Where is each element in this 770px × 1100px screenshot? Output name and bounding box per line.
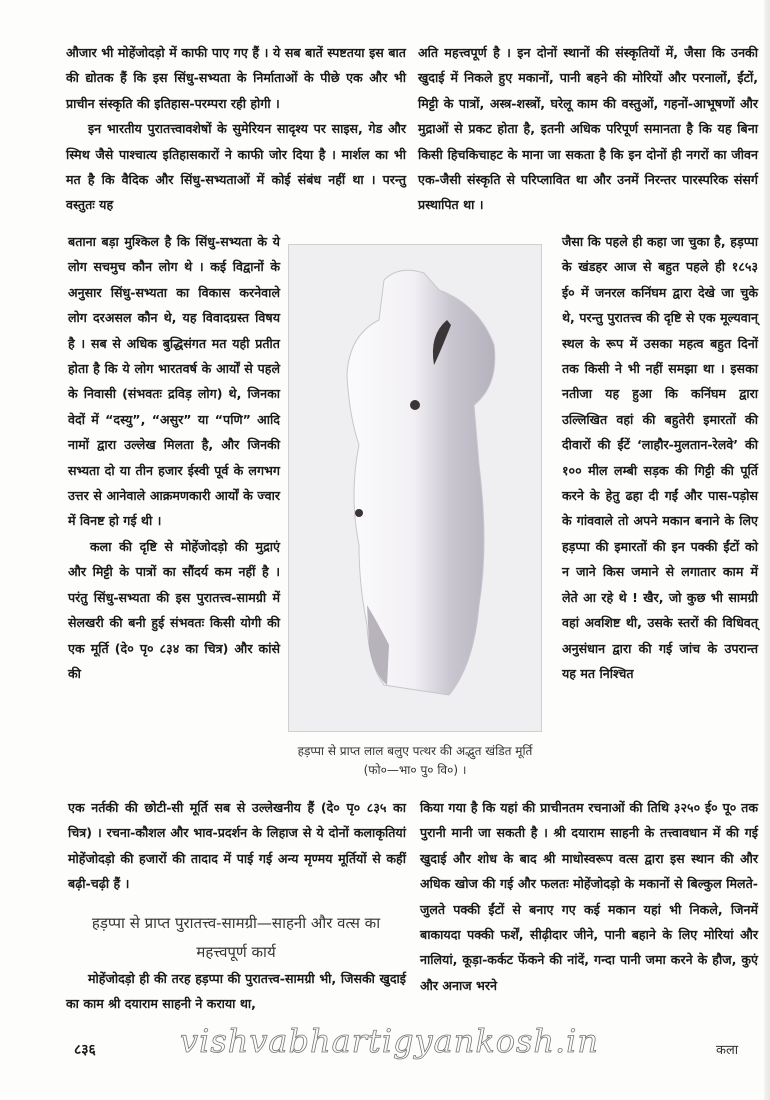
watermark: vishvabhartigyankosh.in xyxy=(180,1022,600,1060)
left-column-top xyxy=(66,40,406,218)
right-column-middle xyxy=(562,229,758,686)
figure-caption: हड़प्पा से प्राप्त लाल बलुए पत्थर की अद्भुत खंडित मूर्ति (फो०—भा० पु० वि०) । xyxy=(297,744,533,777)
page-edge xyxy=(764,0,770,1100)
paragraph: मोहेंजोदड़ो ही की तरह हड़प्पा की पुरातत्त्व-सामग्री भी, जिसकी खुदाई का काम श्री दयाराम साहनी ने कराया था, xyxy=(66,971,406,1012)
footer-section-label: कला xyxy=(716,1043,739,1058)
paragraph: अति महत्त्वपूर्ण है । इन दोनों स्थानों की संस्कृतियों में, जैसा कि उनकी खुदाई में निकले हुए मकानों, पानी बहने की मोरियों और परनालों, ईंटों, मिट्टी के पात्रों, अस्त्र-शस्त्रों, घरेलू काम की वस्तुओं, गहनों-आभूषणों और मुद्राओं से प्रकट होता है, इतनी अधिक परिपूर्ण समानता है कि यह बिना किसी हिचकिचाहट के माना जा सकता है कि इन दोनों ही नगरों का जीवन एक-जैसी संस्कृति से परिप्लावित था और उनमें निरन्तर पारस्परिक संसर्ग प्रस्थापित था । xyxy=(418,45,758,213)
torso-statue-image xyxy=(289,245,541,731)
page-number: ८३६ xyxy=(74,1042,96,1058)
left-column-bottom xyxy=(68,795,406,897)
paragraph: कला की दृष्टि से मोहेंजोदड़ो की मुद्राएं और मिट्टी के पात्रों का सौंदर्य कम नहीं है । परंतु सिंधु-सभ्यता की इस पुरातत्त्व-सामग्री में सेलखरी की बनी हुई संभवतः किसी योगी की एक मूर्ति (दे० पृ० ८३४ का चित्र) और कांसे की xyxy=(68,538,280,681)
paragraph: बताना बड़ा मुश्किल है कि सिंधु-सभ्यता के ये लोग सचमुच कौन लोग थे । कई विद्वानों के अनुसार सिंधु-सभ्यता का विकास करनेवाले लोग दरअसल कौन थे, यह विवादग्रस्त विषय है । सब से अधिक बुद्धिसंगत मत यही प्रतीत होता है कि ये लोग भारतवर्ष के आर्यों से पहले के निवासी (संभवतः द्रविड़ लोग) थे, जिनका वेदों में “दस्यु”, “असुर” या “पणि” आदि नामों द्वारा उल्लेख मिलता है, और जिनकी सभ्यता दो या तीन हजार ईस्वी पूर्व के लगभग उत्तर से आनेवाले आक्रमणकारी आर्यों के ज्वार में विनष्ट हो गई थी । xyxy=(68,234,280,529)
left-column-middle xyxy=(68,229,280,686)
paragraph: जैसा कि पहले ही कहा जा चुका है, हड़प्पा के खंडहर आज से बहुत पहले ही १८५३ ई० में जनरल कनिंघम द्वारा देखे जा चुके थे, परन्तु पुरातत्त्व की दृष्टि से एक मूल्यवान् स्थल के रूप में उसका महत्व बहुत दिनों तक किसी ने भी नहीं समझा था । इसका नतीजा यह हुआ कि कनिंघम द्वारा उल्लिखित वहां की बहुतेरी इमारतों की दीवारों की ईंटें ‘लाहौर-मुलतान-रेलवे’ की १०० मील लम्बी सड़क की गिट्टी की पूर्ति करने के हेतु ढहा दी गईं और पास-पड़ोस के गांववाले तो अपने मकान बनाने के लिए हड़प्पा की इमारतों की इन पक्की ईंटों को न जाने किस जमाने से लगातार काम में लेते आ रहे थे ! खैर, जो कुछ भी सामग्री वहां अवशिष्ट थी, उसके स्तरों की विधिवत् अनुसंधान द्वारा की गई जांच के उपरान्त यह मत निश्चित xyxy=(562,234,758,681)
section-subheading: हड़प्पा से प्राप्त पुरातत्त्व-सामग्री—साहनी और वत्स का महत्त्वपूर्ण कार्य xyxy=(91,914,381,961)
paragraph: किया गया है कि यहां की प्राचीनतम रचनाओं की तिथि ३२५० ई० पू० तक पुरानी मानी जा सकती है । श्री दयाराम साहनी के तत्त्वावधान में की गई खुदाई और शोध के बाद श्री माधोस्वरूप वत्स द्वारा इस स्थान की और अधिक खोज की गई और फलतः मोहेंजोदड़ो के मकानों से बिल्कुल मिलते-जुलते पक्की ईंटों से बनाए गए कई मकान यहां भी निकले, जिनमें बाकायदा पक्की फर्शें, सीढ़ीदार जीने, पानी बहाने के लिए मोरियां और नालियां, कूड़ा-कर्कट फेंकने की नांदें, गन्दा पानी जमा करने के हौज, कुएं और अनाज भरने xyxy=(420,800,758,993)
right-column-bottom xyxy=(420,795,758,998)
paragraph: इन भारतीय पुरातत्त्वावशेषों के सुमेरियन सादृश्य पर साइस, गेड और स्मिथ जैसे पाश्चात्य इतिहासकारों ने काफी जोर दिया है । मार्शल का भी मत है कि वैदिक और सिंधु-सभ्यताओं में कोई संबंध नहीं था । परन्तु वस्तुतः यह xyxy=(66,121,406,213)
left-column-final xyxy=(66,966,406,1017)
right-column-top xyxy=(418,40,758,218)
statue-photo xyxy=(288,244,542,732)
paragraph: औजार भी मोहेंजोदड़ो में काफी पाए गए हैं । ये सब बातें स्पष्टतया इस बात की द्योतक हैं कि इस सिंधु-सभ्यता के निर्माताओं के पीछे एक और भी प्राचीन संस्कृति की इतिहास-परम्परा रही होगी । xyxy=(66,45,406,111)
paragraph: एक नर्तकी की छोटी-सी मूर्ति सब से उल्लेखनीय हैं (दे० पृ० ८३५ का चित्र) । रचना-कौशल और भाव-प्रदर्शन के लिहाज से ये दोनों कलाकृतियां मोहेंजोदड़ो की हजारों की तादाद में पाई गई अन्य मृण्मय मूर्तियों से कहीं बढ़ी-चढ़ी हैं । xyxy=(68,800,406,892)
